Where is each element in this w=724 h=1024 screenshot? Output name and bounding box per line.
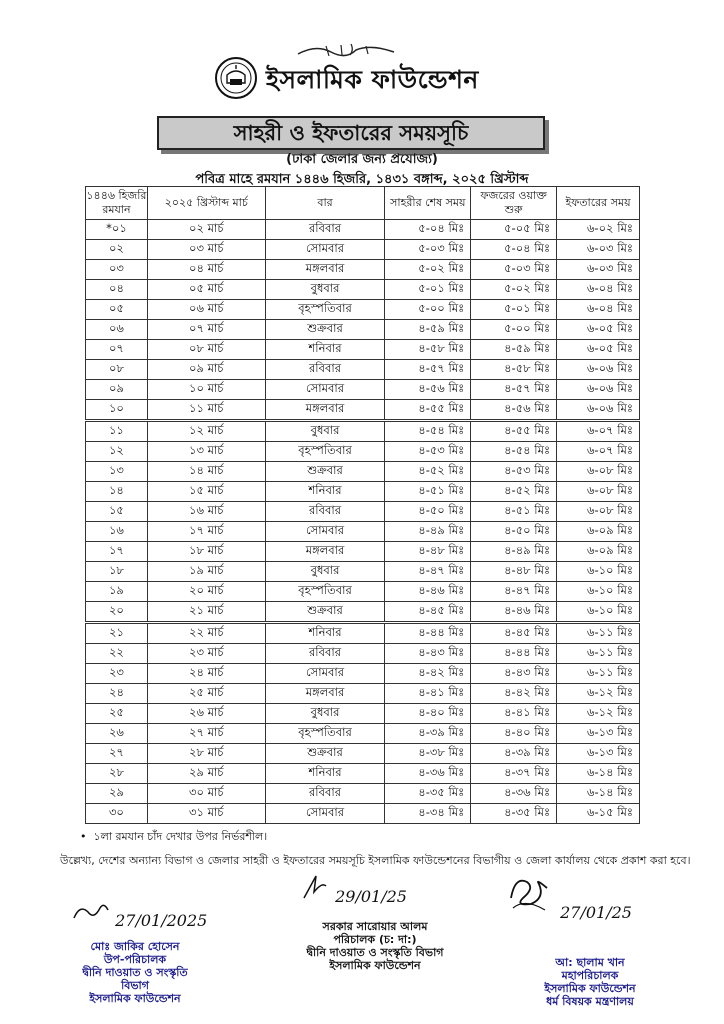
bullet-note-text: ১লা রমযান চাঁদ দেখার উপর নির্ভরশীল। [93, 830, 268, 843]
table-row [86, 240, 640, 260]
cell-fajr-time: ৪-৫২ মিঃ [471, 482, 557, 502]
cell-date: ০৪ মার্চ [147, 260, 265, 280]
cell-iftar-time: ৬-০৫ মিঃ [557, 340, 640, 360]
cell-fajr-time: ৪-৫৬ মিঃ [471, 400, 557, 421]
cell-fajr-time: ৪-৪৫ মিঃ [471, 623, 557, 644]
table-row [86, 421, 640, 442]
cell-weekday: রবিবার [265, 360, 385, 380]
cell-sehri-time: ৪-৪১ মিঃ [385, 684, 471, 704]
cell-date: ০৫ মার্চ [147, 280, 265, 300]
cell-sehri-time: ৪-৫২ মিঃ [385, 462, 471, 482]
cell-fajr-time: ৪-৪২ মিঃ [471, 684, 557, 704]
column-header-fajr: ফজরের ওয়াক্ত শুরু [471, 187, 557, 220]
signature-scribble [505, 868, 555, 918]
table-row [86, 764, 640, 784]
cell-sehri-time: ৫-০৩ মিঃ [385, 240, 471, 260]
cell-sehri-time: ৪-৪৬ মিঃ [385, 582, 471, 602]
cell-weekday: শনিবার [265, 482, 385, 502]
subtitle-area: (ঢাকা জেলার জন্য প্রযোজ্য) [286, 152, 438, 167]
cell-iftar-time: ৬-০৬ মিঃ [557, 380, 640, 400]
cell-iftar-time: ৬-১৪ মিঃ [557, 784, 640, 804]
cell-iftar-time: ৬-০৫ মিঃ [557, 320, 640, 340]
cell-weekday: শুক্রবার [265, 744, 385, 764]
cell-hijri-day: ২৯ [86, 784, 148, 804]
cell-fajr-time: ৪-৫৫ মিঃ [471, 421, 557, 442]
cell-sehri-time: ৫-০০ মিঃ [385, 300, 471, 320]
cell-sehri-time: ৪-৩৪ মিঃ [385, 804, 471, 824]
cell-iftar-time: ৬-০৩ মিঃ [557, 240, 640, 260]
table-row [86, 542, 640, 562]
table-row [86, 562, 640, 582]
cell-fajr-time: ৫-০৫ মিঃ [471, 220, 557, 240]
cell-date: ২৫ মার্চ [147, 684, 265, 704]
cell-fajr-time: ৪-৩৫ মিঃ [471, 804, 557, 824]
cell-iftar-time: ৬-১৪ মিঃ [557, 764, 640, 784]
cell-weekday: শনিবার [265, 764, 385, 784]
signatory-name: মোঃ জাকির হোসেন [90, 940, 180, 953]
cell-weekday: মঙ্গলবার [265, 684, 385, 704]
cell-date: ৩১ মার্চ [147, 804, 265, 824]
cell-iftar-time: ৬-০৭ মিঃ [557, 421, 640, 442]
cell-hijri-day: ১৪ [86, 482, 148, 502]
cell-weekday: বুধবার [265, 562, 385, 582]
cell-iftar-time: ৬-১০ মিঃ [557, 582, 640, 602]
cell-date: ২৩ মার্চ [147, 644, 265, 664]
signature-date: 29/01/25 [335, 887, 407, 906]
table-row [86, 300, 640, 320]
table-row [86, 582, 640, 602]
table-row [86, 502, 640, 522]
cell-fajr-time: ৪-৫৮ মিঃ [471, 360, 557, 380]
cell-weekday: বৃহস্পতিবার [265, 442, 385, 462]
cell-date: ০৯ মার্চ [147, 360, 265, 380]
cell-weekday: বুধবার [265, 280, 385, 300]
signatory-designation: উপ-পরিচালক [103, 953, 167, 966]
signatory-name: সরকার সারোয়ার আলম [322, 920, 428, 933]
cell-weekday: মঙ্গলবার [265, 542, 385, 562]
signature-scribble [70, 900, 110, 926]
cell-weekday: মঙ্গলবার [265, 400, 385, 421]
cell-hijri-day: ২৮ [86, 764, 148, 784]
signatory-designation: মহাপরিচালক [561, 969, 619, 982]
signatory-department: দ্বীনি দাওয়াত ও সংস্কৃতি বিভাগ [82, 966, 188, 992]
subtitle-dates: পবিত্র মাহে রমযান ১৪৪৬ হিজরি, ১৪৩১ বঙ্গাব্দ, ২০২৫ খ্রিস্টাব্দ [195, 172, 529, 187]
table-row [86, 482, 640, 502]
column-header-date: ২০২৫ খ্রিস্টাব্দ মার্চ [147, 187, 265, 220]
cell-sehri-time: ৪-৩৮ মিঃ [385, 744, 471, 764]
cell-sehri-time: ৪-৫৮ মিঃ [385, 340, 471, 360]
table-row [86, 442, 640, 462]
cell-iftar-time: ৬-০৬ মিঃ [557, 360, 640, 380]
signature-date: 27/01/25 [560, 903, 632, 922]
cell-hijri-day: ১২ [86, 442, 148, 462]
table-row [86, 684, 640, 704]
table-row [86, 320, 640, 340]
cell-sehri-time: ৪-৪৩ মিঃ [385, 644, 471, 664]
cell-iftar-time: ৬-১১ মিঃ [557, 623, 640, 644]
cell-date: ১৯ মার্চ [147, 562, 265, 582]
cell-weekday: শুক্রবার [265, 602, 385, 623]
signatory-name: আ: ছালাম খান [555, 956, 625, 969]
cell-iftar-time: ৬-১০ মিঃ [557, 602, 640, 623]
cell-hijri-day: ১৮ [86, 562, 148, 582]
cell-date: ২৮ মার্চ [147, 744, 265, 764]
cell-sehri-time: ৪-৪৪ মিঃ [385, 623, 471, 644]
cell-hijri-day: ০৫ [86, 300, 148, 320]
table-row [86, 784, 640, 804]
bullet-note [80, 828, 267, 847]
table-row [86, 664, 640, 684]
signatory-department: দ্বীনি দাওয়াত ও সংস্কৃতি বিভাগ [306, 946, 444, 959]
cell-date: ১২ মার্চ [147, 421, 265, 442]
cell-iftar-time: ৬-১০ মিঃ [557, 562, 640, 582]
cell-weekday: বৃহস্পতিবার [265, 724, 385, 744]
cell-date: ২৯ মার্চ [147, 764, 265, 784]
islamic-foundation-logo [214, 56, 258, 100]
cell-fajr-time: ৪-৪৪ মিঃ [471, 644, 557, 664]
table-row [86, 804, 640, 824]
cell-sehri-time: ৪-৫১ মিঃ [385, 482, 471, 502]
cell-iftar-time: ৬-০৭ মিঃ [557, 442, 640, 462]
cell-iftar-time: ৬-০৮ মিঃ [557, 502, 640, 522]
cell-hijri-day: ২৬ [86, 724, 148, 744]
cell-sehri-time: ৪-৪৮ মিঃ [385, 542, 471, 562]
cell-hijri-day: ১৫ [86, 502, 148, 522]
cell-weekday: বুধবার [265, 704, 385, 724]
cell-date: ১৮ মার্চ [147, 542, 265, 562]
cell-weekday: সোমবার [265, 240, 385, 260]
cell-fajr-time: ৪-৫৯ মিঃ [471, 340, 557, 360]
cell-sehri-time: ৪-৪৯ মিঃ [385, 522, 471, 542]
cell-fajr-time: ৫-০৪ মিঃ [471, 240, 557, 260]
cell-sehri-time: ৪-৪৫ মিঃ [385, 602, 471, 623]
table-row [86, 644, 640, 664]
table-row [86, 602, 640, 623]
cell-fajr-time: ৪-৪৯ মিঃ [471, 542, 557, 562]
cell-sehri-time: ৫-০২ মিঃ [385, 260, 471, 280]
cell-date: ০৩ মার্চ [147, 240, 265, 260]
cell-hijri-day: ১৭ [86, 542, 148, 562]
cell-date: ১০ মার্চ [147, 380, 265, 400]
cell-fajr-time: ৫-০০ মিঃ [471, 320, 557, 340]
table-row [86, 623, 640, 644]
cell-sehri-time: ৪-৩৫ মিঃ [385, 784, 471, 804]
signature-middle [300, 872, 420, 906]
cell-date: ২৪ মার্চ [147, 664, 265, 684]
column-header-day: বার [265, 187, 385, 220]
table-row [86, 220, 640, 240]
cell-date: ১৭ মার্চ [147, 522, 265, 542]
cell-date: ১৬ মার্চ [147, 502, 265, 522]
cell-iftar-time: ৬-০৮ মিঃ [557, 462, 640, 482]
table-row [86, 522, 640, 542]
cell-weekday: মঙ্গলবার [265, 260, 385, 280]
cell-fajr-time: ৪-৪৬ মিঃ [471, 602, 557, 623]
bullet-icon: • [80, 830, 94, 843]
cell-sehri-time: ৪-৪২ মিঃ [385, 664, 471, 684]
cell-hijri-day: ০৩ [86, 260, 148, 280]
table-row [86, 280, 640, 300]
cell-date: ২১ মার্চ [147, 602, 265, 623]
cell-sehri-time: ৪-৫৩ মিঃ [385, 442, 471, 462]
cell-iftar-time: ৬-০৮ মিঃ [557, 482, 640, 502]
cell-weekday: শনিবার [265, 623, 385, 644]
cell-iftar-time: ৬-০৩ মিঃ [557, 260, 640, 280]
cell-weekday: রবিবার [265, 784, 385, 804]
cell-hijri-day: ১৩ [86, 462, 148, 482]
cell-weekday: সোমবার [265, 522, 385, 542]
cell-date: ০৭ মার্চ [147, 320, 265, 340]
cell-hijri-day: ১০ [86, 400, 148, 421]
cell-hijri-day: ০৬ [86, 320, 148, 340]
cell-weekday: বৃহস্পতিবার [265, 300, 385, 320]
cell-weekday: শুক্রবার [265, 462, 385, 482]
cell-fajr-time: ৪-৪৩ মিঃ [471, 664, 557, 684]
cell-sehri-time: ৫-০১ মিঃ [385, 280, 471, 300]
cell-date: ১৫ মার্চ [147, 482, 265, 502]
signatory-designation: পরিচালক (চ: দা:) [333, 933, 417, 946]
cell-hijri-day: ০৮ [86, 360, 148, 380]
signatory-left [70, 940, 200, 1005]
column-header-sehri: সাহরীর শেষ সময় [385, 187, 471, 220]
cell-sehri-time: ৪-৪০ মিঃ [385, 704, 471, 724]
cell-sehri-time: ৪-৫৯ মিঃ [385, 320, 471, 340]
cell-weekday: রবিবার [265, 502, 385, 522]
cell-iftar-time: ৬-১৩ মিঃ [557, 724, 640, 744]
cell-hijri-day: ২২ [86, 644, 148, 664]
cell-fajr-time: ৪-৫৭ মিঃ [471, 380, 557, 400]
calligraphy-ornament [296, 40, 396, 60]
cell-hijri-day: ১৬ [86, 522, 148, 542]
cell-fajr-time: ৪-৫৪ মিঃ [471, 442, 557, 462]
table-row [86, 380, 640, 400]
cell-fajr-time: ৫-০১ মিঃ [471, 300, 557, 320]
cell-fajr-time: ৪-৪০ মিঃ [471, 724, 557, 744]
cell-hijri-day: ০২ [86, 240, 148, 260]
cell-iftar-time: ৬-১২ মিঃ [557, 684, 640, 704]
cell-hijri-day: ২৭ [86, 744, 148, 764]
cell-weekday: রবিবার [265, 644, 385, 664]
cell-weekday: শনিবার [265, 340, 385, 360]
remark-note: উল্লেখ্য, দেশের অন্যান্য বিভাগ ও জেলার সাহরী ও ইফতারের সময়সূচি ইসলামিক ফাউন্ডেশনের বিভাগীয় ও জেলা কার্যালয় থেকে প্রকাশ করা হবে। [60, 854, 691, 867]
cell-fajr-time: ৪-৩৯ মিঃ [471, 744, 557, 764]
table-row [86, 400, 640, 421]
cell-sehri-time: ৪-৫৫ মিঃ [385, 400, 471, 421]
cell-hijri-day: ১১ [86, 421, 148, 442]
cell-fajr-time: ৪-৪৭ মিঃ [471, 582, 557, 602]
cell-fajr-time: ৪-৪১ মিঃ [471, 704, 557, 724]
cell-sehri-time: ৪-৫৪ মিঃ [385, 421, 471, 442]
cell-sehri-time: ৪-৫০ মিঃ [385, 502, 471, 522]
cell-fajr-time: ৫-০২ মিঃ [471, 280, 557, 300]
schedule-table [85, 186, 640, 824]
page-title: সাহরী ও ইফতারের সময়সূচি [157, 116, 545, 150]
table-row [86, 724, 640, 744]
cell-fajr-time: ৪-৫১ মিঃ [471, 502, 557, 522]
signatory-org: ইসলামিক ফাউন্ডেশন [544, 982, 636, 995]
table-row [86, 340, 640, 360]
cell-weekday: সোমবার [265, 804, 385, 824]
table-row [86, 360, 640, 380]
signature-scribble [300, 872, 330, 902]
signatory-org: ইসলামিক ফাউন্ডেশন [329, 959, 421, 972]
cell-iftar-time: ৬-১১ মিঃ [557, 664, 640, 684]
cell-weekday: সোমবার [265, 380, 385, 400]
signature-right [505, 868, 655, 922]
cell-hijri-day: ০৭ [86, 340, 148, 360]
cell-hijri-day: ৩০ [86, 804, 148, 824]
cell-date: ২৭ মার্চ [147, 724, 265, 744]
cell-date: ১১ মার্চ [147, 400, 265, 421]
cell-hijri-day: ০৪ [86, 280, 148, 300]
cell-iftar-time: ৬-১৩ মিঃ [557, 744, 640, 764]
table-header-row [86, 187, 640, 220]
cell-iftar-time: ৬-০৯ মিঃ [557, 542, 640, 562]
cell-date: ৩০ মার্চ [147, 784, 265, 804]
signatory-middle [290, 920, 460, 972]
cell-fajr-time: ৪-৫৩ মিঃ [471, 462, 557, 482]
cell-sehri-time: ৪-৪৭ মিঃ [385, 562, 471, 582]
cell-iftar-time: ৬-১২ মিঃ [557, 704, 640, 724]
cell-fajr-time: ৪-৩৭ মিঃ [471, 764, 557, 784]
cell-hijri-day: ০৯ [86, 380, 148, 400]
cell-sehri-time: ৫-০৪ মিঃ [385, 220, 471, 240]
table-row [86, 744, 640, 764]
cell-hijri-day: ২০ [86, 602, 148, 623]
table-row [86, 704, 640, 724]
cell-hijri-day: ১৯ [86, 582, 148, 602]
cell-sehri-time: ৪-৫৭ মিঃ [385, 360, 471, 380]
signatory-right [520, 956, 660, 1008]
cell-date: ০২ মার্চ [147, 220, 265, 240]
cell-weekday: রবিবার [265, 220, 385, 240]
cell-iftar-time: ৬-০৪ মিঃ [557, 300, 640, 320]
cell-sehri-time: ৪-৩৬ মিঃ [385, 764, 471, 784]
column-header-iftar: ইফতারের সময় [557, 187, 640, 220]
cell-fajr-time: ৫-০৩ মিঃ [471, 260, 557, 280]
cell-date: ২৬ মার্চ [147, 704, 265, 724]
table-row [86, 462, 640, 482]
cell-date: ২০ মার্চ [147, 582, 265, 602]
cell-iftar-time: ৬-১১ মিঃ [557, 644, 640, 664]
cell-weekday: শুক্রবার [265, 320, 385, 340]
cell-date: ১৩ মার্চ [147, 442, 265, 462]
cell-fajr-time: ৪-৫০ মিঃ [471, 522, 557, 542]
column-header-hijri: ১৪৪৬ হিজরি রমযান [86, 187, 148, 220]
cell-hijri-day: ২৩ [86, 664, 148, 684]
cell-iftar-time: ৬-০৬ মিঃ [557, 400, 640, 421]
cell-weekday: বুধবার [265, 421, 385, 442]
cell-hijri-day: ২১ [86, 623, 148, 644]
cell-hijri-day: *০১ [86, 220, 148, 240]
cell-date: ০৮ মার্চ [147, 340, 265, 360]
signatory-org: ইসলামিক ফাউন্ডেশন [89, 992, 181, 1005]
cell-sehri-time: ৪-৩৯ মিঃ [385, 724, 471, 744]
cell-date: ০৬ মার্চ [147, 300, 265, 320]
cell-date: ২২ মার্চ [147, 623, 265, 644]
table-row [86, 260, 640, 280]
schedule-table-body [86, 220, 640, 824]
cell-fajr-time: ৪-৪৮ মিঃ [471, 562, 557, 582]
cell-sehri-time: ৪-৫৬ মিঃ [385, 380, 471, 400]
cell-weekday: সোমবার [265, 664, 385, 684]
cell-weekday: বৃহস্পতিবার [265, 582, 385, 602]
cell-fajr-time: ৪-৩৬ মিঃ [471, 784, 557, 804]
cell-hijri-day: ২৫ [86, 704, 148, 724]
cell-hijri-day: ২৪ [86, 684, 148, 704]
signature-left [70, 900, 220, 930]
cell-iftar-time: ৬-০৪ মিঃ [557, 280, 640, 300]
signatory-ministry: ধর্ম বিষয়ক মন্ত্রণালয় [546, 995, 634, 1008]
signature-date: 27/01/2025 [115, 911, 208, 930]
cell-iftar-time: ৬-০২ মিঃ [557, 220, 640, 240]
cell-iftar-time: ৬-০৯ মিঃ [557, 522, 640, 542]
cell-iftar-time: ৬-১৫ মিঃ [557, 804, 640, 824]
cell-date: ১৪ মার্চ [147, 462, 265, 482]
org-name: ইসলামিক ফাউন্ডেশন [266, 65, 479, 94]
